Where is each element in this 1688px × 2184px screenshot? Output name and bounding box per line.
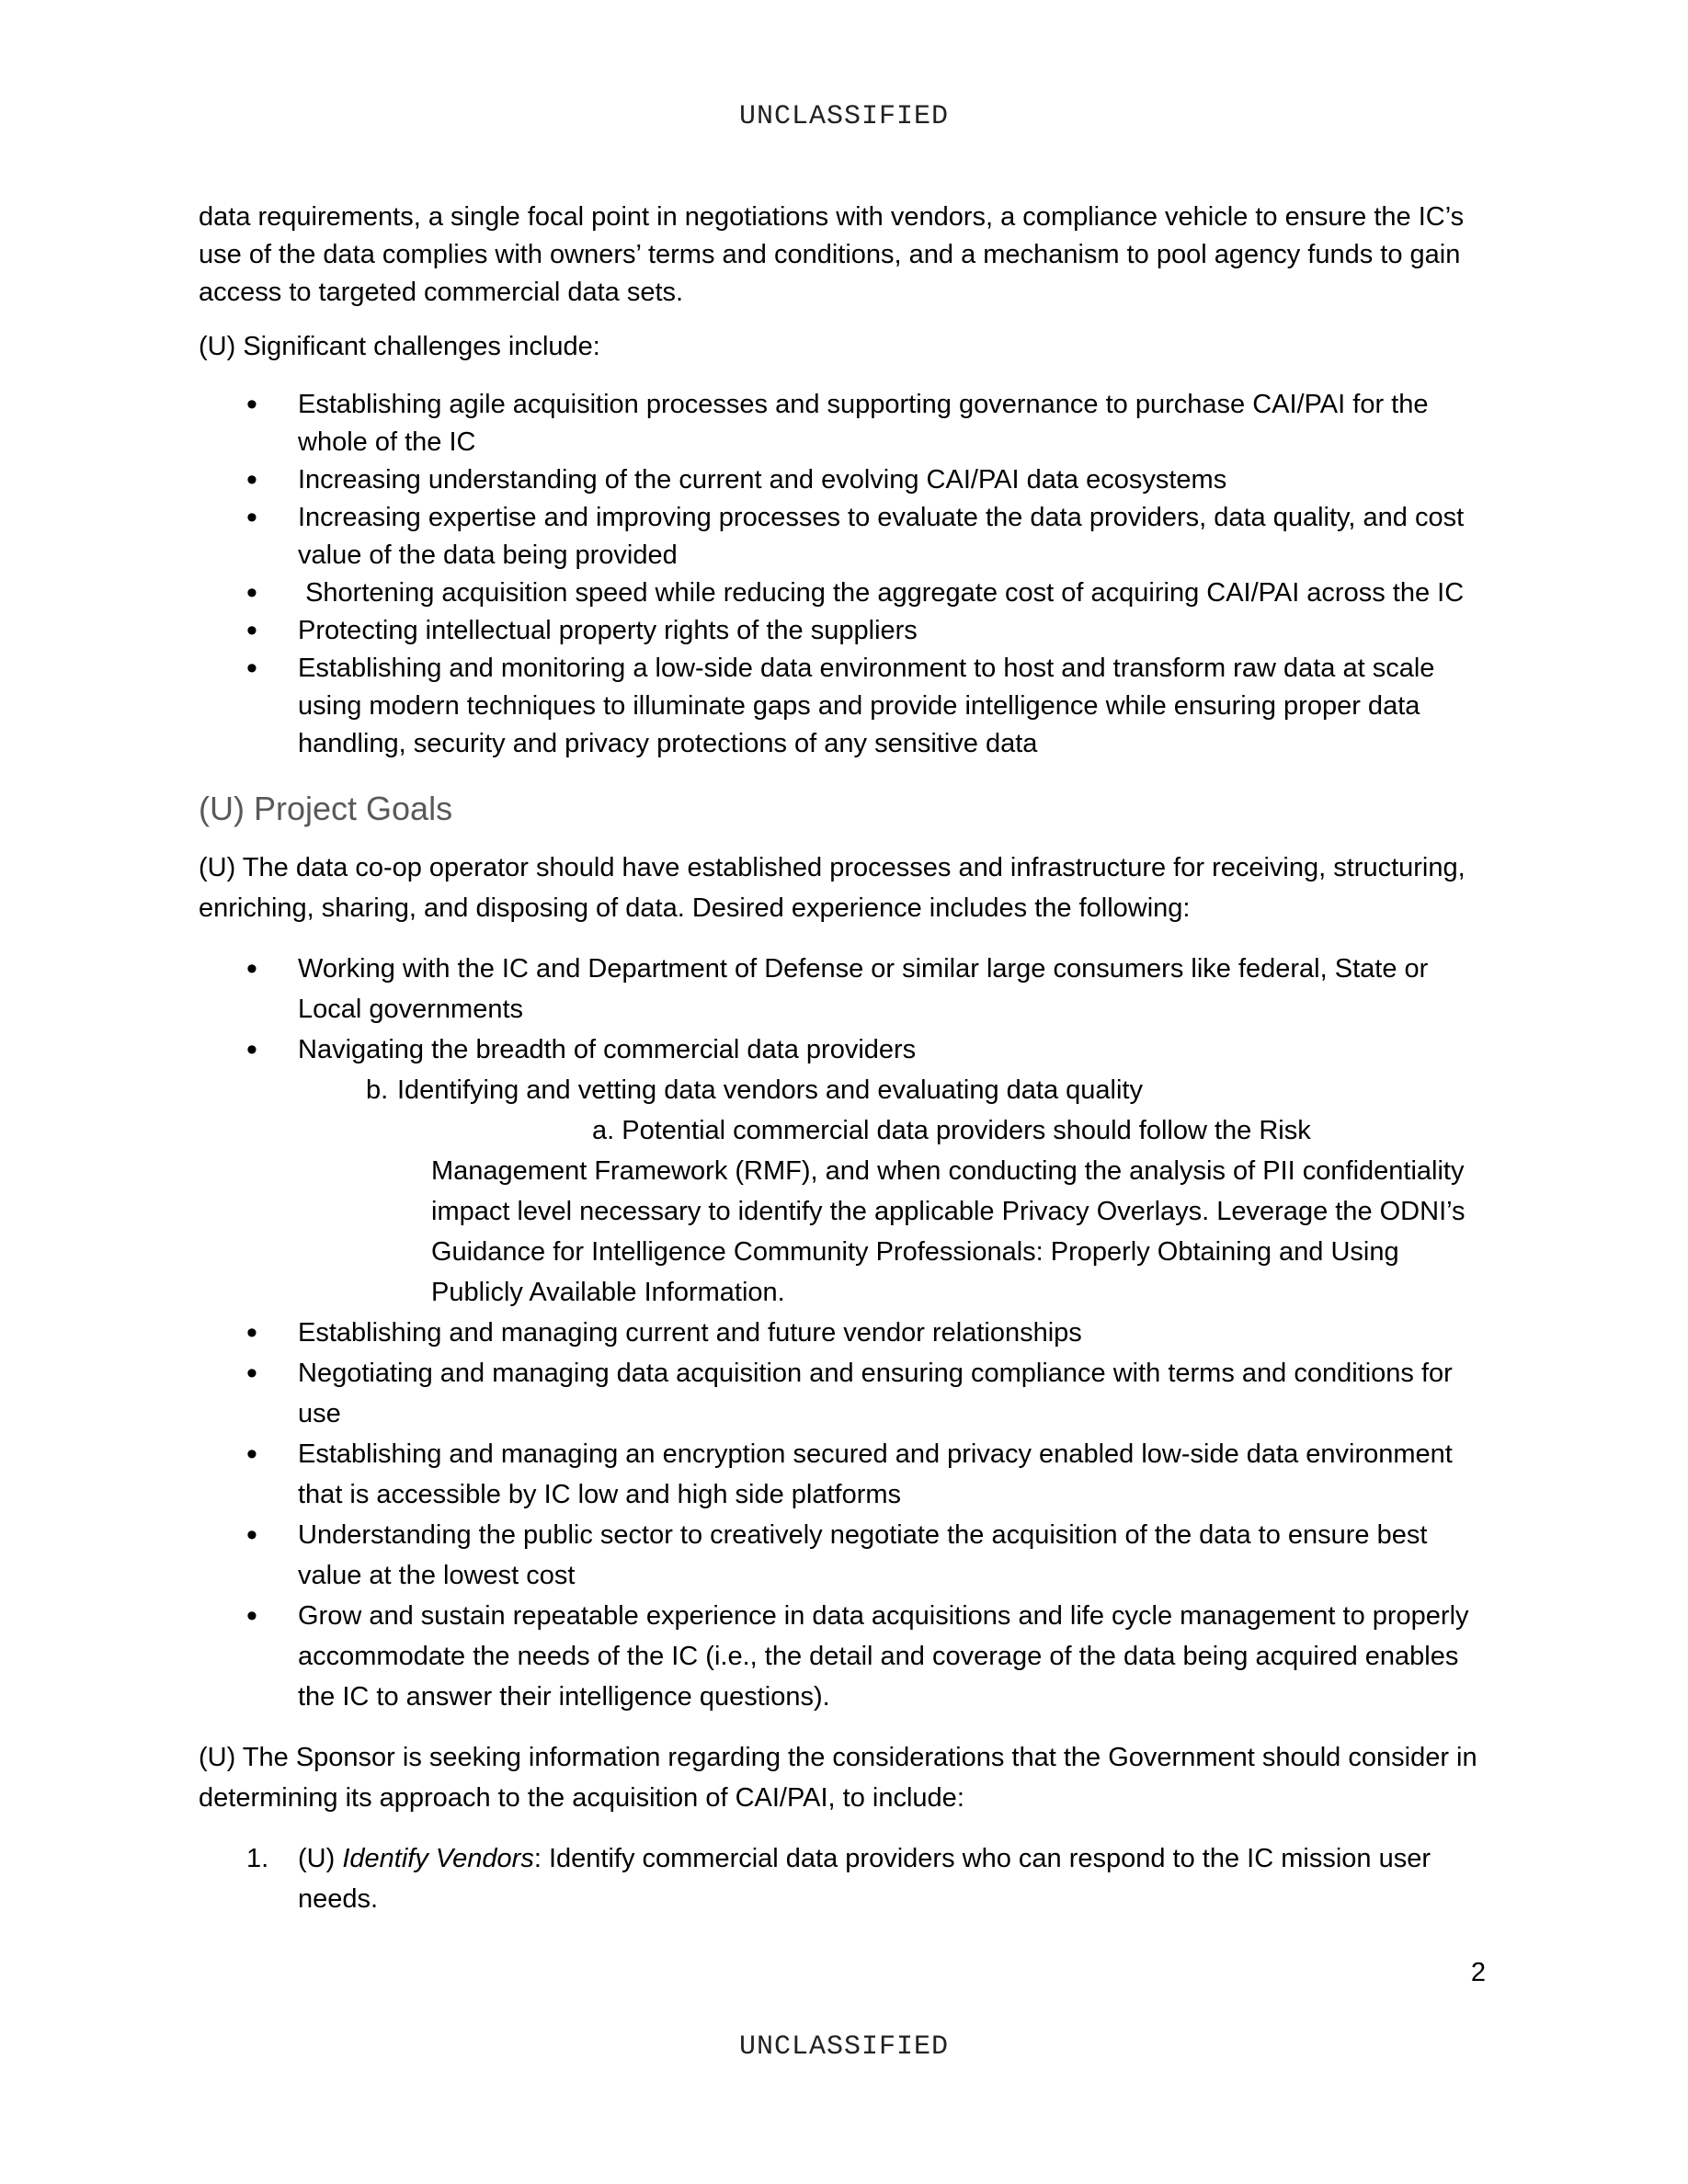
section-heading-project-goals: (U) Project Goals bbox=[199, 790, 453, 827]
sub-item-b-text: Identifying and vetting data vendors and evaluating data quality bbox=[397, 1075, 1143, 1105]
sub-item-a bbox=[199, 1110, 1486, 1313]
page-body bbox=[199, 199, 1486, 1919]
list-item-number: 1. bbox=[246, 1844, 269, 1873]
goals-list-continued bbox=[199, 1313, 1486, 1717]
list-item-emphasis: Identify Vendors bbox=[342, 1844, 534, 1873]
list-item: • Increasing understanding of the current and evolving CAI/PAI data ecosystems bbox=[199, 461, 1486, 499]
challenges-lead: (U) Significant challenges include: bbox=[199, 332, 600, 361]
page-number: 2 bbox=[1470, 1958, 1486, 1987]
list-item: • Grow and sustain repeatable experience in data acquisitions and life cycle management to properly accommodate the needs of the IC (i.e., the detail and coverage of the data being acquired enables the IC to answer their intelligence questions). bbox=[199, 1596, 1486, 1717]
list-item: • Working with the IC and Department of Defense or similar large consumers like federal, State or Local governments bbox=[199, 949, 1486, 1029]
list-item bbox=[199, 1838, 1486, 1919]
list-item: • Establishing and managing an encryption secured and privacy enabled low-side data environment that is accessible by IC low and high side platforms bbox=[199, 1434, 1486, 1515]
list-item: • Establishing and monitoring a low-side data environment to host and transform raw data at scale using modern techniques to illuminate gaps and provide intelligence while ensuring proper data handling, security and privacy protections of any sensitive data bbox=[199, 650, 1486, 763]
footer-classification-marking: UNCLASSIFIED bbox=[738, 2031, 950, 2063]
sub-item-b bbox=[199, 1070, 1486, 1110]
list-item: • Navigating the breadth of commercial data providers bbox=[199, 1029, 1486, 1070]
sponsor-paragraph: (U) The Sponsor is seeking information regarding the considerations that the Government should consider in determining its approach to the acquisition of CAI/PAI, to include: bbox=[199, 1743, 1477, 1813]
sub-item-a-rest: Management Framework (RMF), and when conducting the analysis of PII confidentiality impact level necessary to identify the applicable Privacy Overlays. Leverage the ODNI’s Guidance for Intelligence Community Professionals: Properly Obtaining and Using Publicly Available Information. bbox=[431, 1156, 1466, 1307]
intro-paragraph: data requirements, a single focal point in negotiations with vendors, a compliance vehicle to ensure the IC’s use of the data complies with owners’ terms and conditions, and a mechanism to pool agency funds to gain access to targeted commercial data sets. bbox=[199, 202, 1465, 307]
list-item-prefix: (U) bbox=[298, 1844, 343, 1873]
sub-item-b-marker: b. bbox=[366, 1075, 389, 1105]
list-item: • Establishing and managing current and future vendor relationships bbox=[199, 1313, 1486, 1353]
goals-list bbox=[199, 949, 1486, 1070]
list-item: • Understanding the public sector to creatively negotiate the acquisition of the data to ensure best value at the lowest cost bbox=[199, 1515, 1486, 1596]
list-item-text: : Identify commercial data providers who can respond to the IC mission user needs. bbox=[298, 1844, 1431, 1914]
list-item: • Establishing agile acquisition processes and supporting governance to purchase CAI/PAI for the whole of the IC bbox=[199, 386, 1486, 461]
considerations-list bbox=[199, 1838, 1486, 1919]
header-classification-marking: UNCLASSIFIED bbox=[738, 101, 950, 132]
list-item: • Protecting intellectual property rights of the suppliers bbox=[199, 612, 1486, 650]
challenges-list bbox=[199, 386, 1486, 763]
sub-item-a-first-line: a. Potential commercial data providers should follow the Risk bbox=[592, 1116, 1311, 1145]
goals-lead: (U) The data co-op operator should have established processes and infrastructure for receiving, structuring, enriching, sharing, and disposing of data. Desired experience includes the following: bbox=[199, 853, 1466, 923]
list-item: • Increasing expertise and improving processes to evaluate the data providers, data quality, and cost value of the data being provided bbox=[199, 499, 1486, 574]
list-item: • Shortening acquisition speed while reducing the aggregate cost of acquiring CAI/PAI across the IC bbox=[199, 574, 1486, 612]
list-item: • Negotiating and managing data acquisition and ensuring compliance with terms and conditions for use bbox=[199, 1353, 1486, 1434]
